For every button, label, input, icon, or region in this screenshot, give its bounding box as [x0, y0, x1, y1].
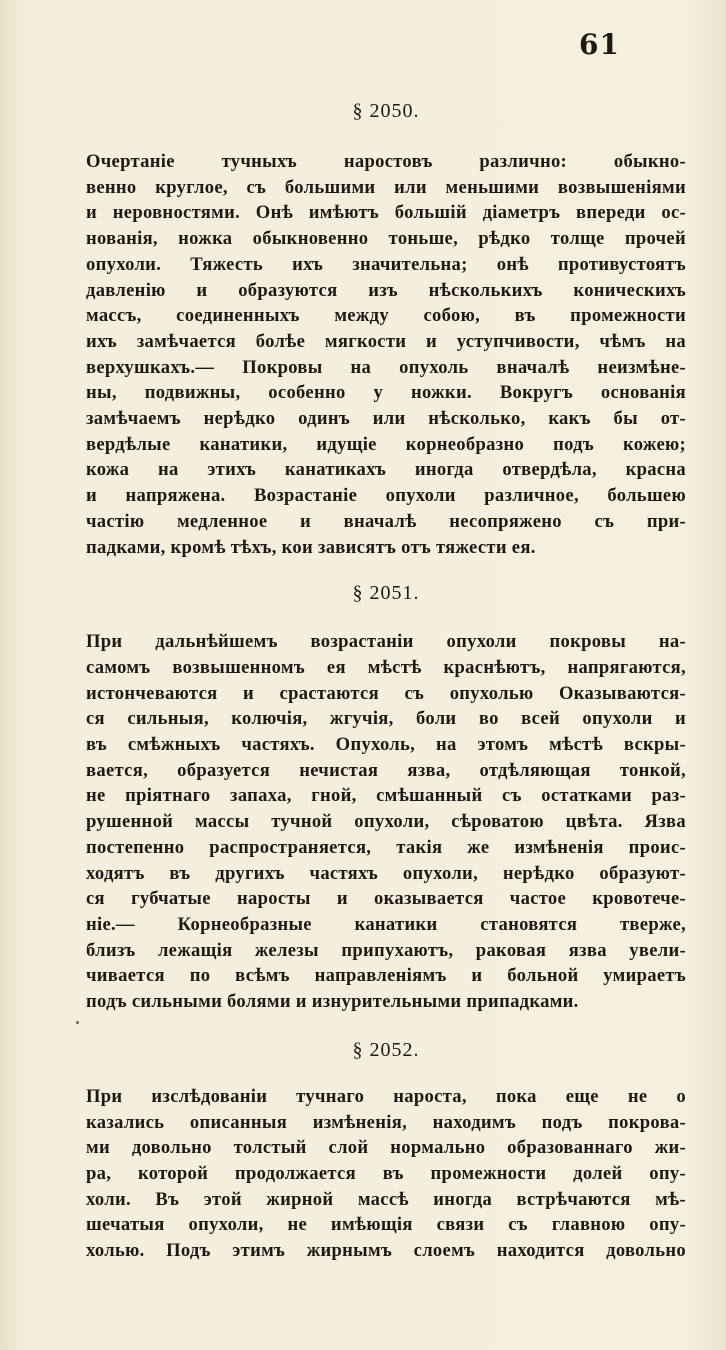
- text-line: постепенно распространяется, такія же измѣненія проис-: [86, 836, 686, 858]
- text-line: нованія, ножка обыкновенно тоньше, рѣдко толще прочей: [86, 228, 686, 250]
- text-line: ны, подвижны, особенно у ножки. Вокругъ основанія: [86, 382, 686, 404]
- text-line: При дальнѣйшемъ возрастаніи опухоли покровы на-: [86, 631, 686, 653]
- text-line: самомъ возвышенномъ ея мѣстѣ краснѣютъ, напрягаются,: [86, 656, 686, 678]
- text-line: рушенной массы тучной опухоли, сѣроватою цвѣта. Язва: [86, 811, 686, 833]
- text-line: вается, образуется нечистая язва, отдѣляющая тонкой,: [86, 759, 686, 781]
- text-line: опухоли. Тяжесть ихъ значительна; онѣ противустоятъ: [86, 253, 686, 275]
- text-line: венно круглое, съ большими или меньшими возвышеніями: [86, 176, 686, 198]
- text-line: въ смѣжныхъ частяхъ. Опухоль, на этомъ мѣстѣ вскры-: [86, 734, 686, 756]
- text-line: падками, кромѣ тѣхъ, кои зависятъ отъ тяжести ея.: [86, 536, 536, 558]
- text-line: ра, которой продолжается въ промежности долей опу-: [86, 1162, 686, 1184]
- section-2052: [86, 1039, 686, 1264]
- text-line: подъ сильными болями и изнурительными припадками.: [86, 991, 579, 1013]
- text-line: ся губчатые наросты и оказывается частое кровотече-: [86, 888, 686, 910]
- section-heading: § 2050.: [352, 100, 420, 122]
- text-line: Очертаніе тучныхъ наростовъ различно: обыкно-: [86, 151, 686, 172]
- section-2051: [86, 582, 686, 1015]
- section-paragraph: [86, 149, 686, 560]
- text-line: ми довольно толстый слой нормально образованнаго жи-: [86, 1137, 686, 1159]
- text-line: шечатыя опухоли, не имѣющія связи съ главною опу-: [86, 1214, 686, 1236]
- text-line: ніе.— Корнеобразные канатики становятся тверже,: [86, 913, 686, 935]
- text-line: холью. Подъ этимъ жирнымъ слоемъ находится довольно: [86, 1240, 686, 1262]
- text-line: При изслѣдованіи тучнаго нароста, пока еще не о: [86, 1085, 686, 1107]
- text-line: массъ, соединенныхъ между собою, въ промежности: [86, 305, 686, 327]
- text-line: верхушкахъ.— Покровы на опухоль вначалѣ неизмѣне-: [86, 356, 686, 378]
- text-line: казались описанныя измѣненія, находимъ подъ покрова-: [86, 1111, 686, 1133]
- section-paragraph: [86, 629, 686, 1015]
- page-number: 61: [579, 28, 620, 61]
- text-line: истончеваются и срастаются съ опухолью Оказываются-: [86, 682, 686, 704]
- text-line: частію медленное и вначалѣ несопряжено съ при-: [86, 510, 686, 532]
- text-line: чивается по всѣмъ направленіямъ и больной умираетъ: [86, 965, 686, 987]
- section-paragraph: [86, 1084, 686, 1264]
- section-2050: [86, 0, 686, 560]
- text-line: кожа на этихъ канатикахъ иногда отвердѣла, красна: [86, 459, 686, 481]
- section-heading: § 2051.: [352, 582, 420, 605]
- section-heading: § 2052.: [352, 1038, 420, 1061]
- text-line: ихъ замѣчается болѣе мягкости и уступчивости, чѣмъ на: [86, 330, 686, 352]
- text-line: ся сильныя, колючія, жгучія, боли во всей опухоли и: [86, 708, 686, 730]
- text-line: замѣчаемъ нерѣдко одинъ или нѣсколько, какъ бы от-: [86, 408, 686, 430]
- text-line: вердѣлые канатики, идущіе корнеобразно подъ кожею;: [86, 433, 686, 455]
- text-line: и напряжена. Возрастаніе опухоли различное, большею: [86, 485, 686, 507]
- text-line: давленію и образуются изъ нѣсколькихъ коническихъ: [86, 279, 686, 301]
- text-line: ходятъ въ другихъ частяхъ опухоли, нерѣдко образуют-: [86, 862, 686, 884]
- text-line: не пріятнаго запаха, гной, смѣшанный съ остатками раз-: [86, 785, 686, 807]
- text-line: холи. Въ этой жирной массѣ иногда встрѣчаются мѣ-: [86, 1188, 686, 1210]
- text-line: и неровностями. Онѣ имѣютъ большій діаметръ впереди ос-: [86, 202, 686, 224]
- text-line: близъ лежащія железы припухаютъ, раковая язва увели-: [86, 939, 686, 961]
- paper-speck: [76, 1021, 79, 1024]
